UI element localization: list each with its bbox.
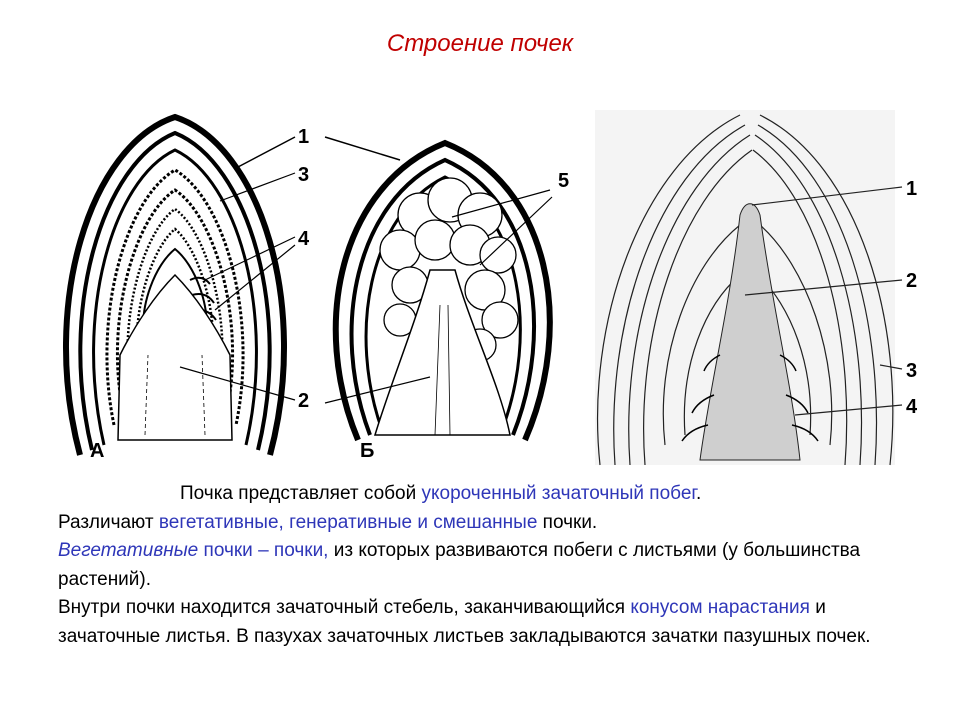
label-5: 5 (558, 170, 570, 192)
label-a: А (90, 440, 105, 462)
bud-structure-figure (40, 105, 940, 475)
description-text (58, 480, 918, 651)
paragraph-4 (58, 594, 918, 651)
label-4-section: 4 (906, 396, 918, 418)
bud-b-illustration (325, 137, 552, 440)
p3-highlight: почки – почки, (198, 540, 329, 561)
bud-a-illustration (66, 117, 295, 455)
label-2-a: 2 (298, 390, 310, 412)
p2-end: почки. (537, 511, 598, 533)
paragraph-2 (58, 509, 918, 538)
label-2-section: 2 (906, 270, 918, 292)
label-1-a: 1 (298, 126, 310, 148)
p2-text: Различают (58, 511, 159, 533)
label-3-section: 3 (906, 360, 918, 382)
p3-term: Вегетативные (58, 540, 199, 561)
paragraph-3 (58, 537, 918, 594)
p4-text: Внутри почки находится зачаточный стебель, заканчивающийся (58, 597, 631, 618)
label-3-a: 3 (298, 164, 310, 186)
p1-end: . (696, 483, 702, 504)
page-title: Строение почек (386, 30, 574, 57)
p2-highlight: вегетативные, генеративные и смешанные (158, 511, 538, 533)
label-4-a: 4 (298, 228, 310, 250)
p1-highlight: укороченный зачаточный побег (421, 483, 696, 504)
label-b: Б (360, 440, 375, 462)
p1-text: Почка представляет собой (180, 483, 422, 504)
label-1-section: 1 (906, 178, 918, 200)
bud-section-illustration (595, 110, 902, 465)
p4-highlight: конусом нарастания (630, 597, 810, 618)
p3-text: из которых развиваются побеги с листьями (у большинства растений). (58, 540, 861, 590)
p4-end: и зачаточные листья. В пазухах зачаточных листьев закладываются зачатки пазушных почек. (58, 597, 871, 647)
paragraph-1 (58, 480, 918, 509)
